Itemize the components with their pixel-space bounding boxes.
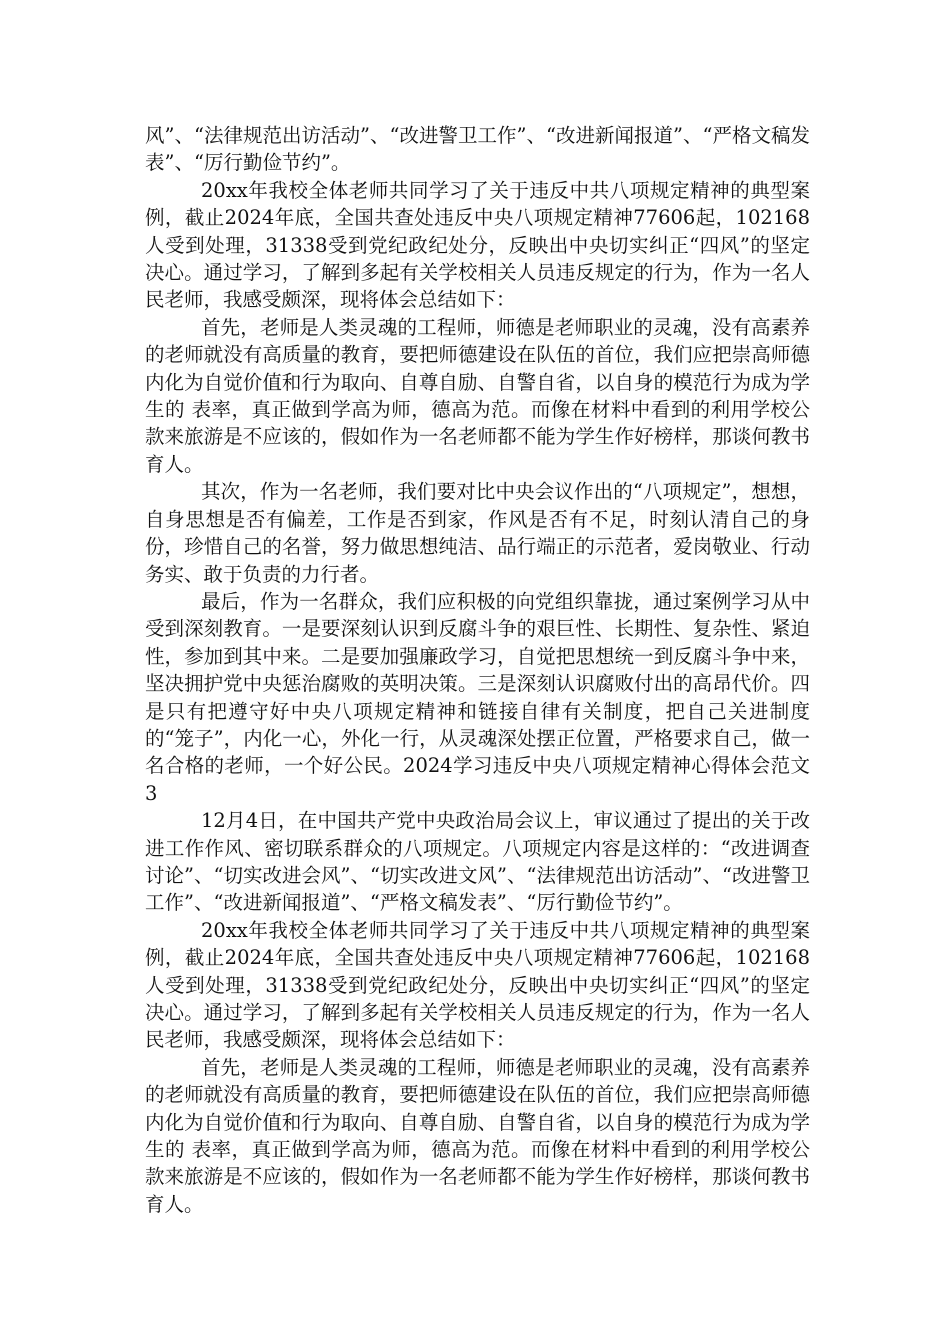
paragraph: 最后，作为一名群众，我们应积极的向党组织靠拢，通过案例学习从中受到深刻教育。一是要深刻认识到反腐斗争的艰巨性、长期性、复杂性、紧迫性，参加到其中来。二是要加强廉政学习，自觉把思想统一到反腐斗争中来，坚决拥护党中央惩治腐败的英明决策。三是深刻认识腐败付出的高昂代价。四是只有把遵守好中央八项规定精神和链接自律有关制度，把自己关进制度的“笼子”，内化一心，外化一行，从灵魂深处摆正位置，严格要求自己，做一名合格的老师，一个好公民。2024学习违反中央八项规定精神心得体会范文3 (145, 589, 810, 805)
document-body (145, 122, 810, 1218)
paragraph: 风”、“法律规范出访活动”、“改进警卫工作”、“改进新闻报道”、“严格文稿发表”、“厉行勤俭节约”。 (145, 124, 810, 175)
paragraph: 首先，老师是人类灵魂的工程师，师德是老师职业的灵魂，没有高素养的老师就没有高质量的教育，要把师德建设在队伍的首位，我们应把崇高师德内化为自觉价值和行为取向、自尊自励、自警自省，以自身的模范行为成为学生的 表率，真正做到学高为师，德高为范。而像在材料中看到的利用学校公款来旅游是不应该的，假如作为一名老师都不能为学生作好榜样，那谈何教书育人。 (145, 1055, 810, 1216)
paragraph: 其次，作为一名老师，我们要对比中央会议作出的“八项规定”，想想，自身思想是否有偏差，工作是否到家，作风是否有不足，时刻认清自己的身份，珍惜自己的名誉，努力做思想纯洁、品行端正的示范者，爱岗敬业、行动务实、敢于负责的力行者。 (145, 480, 810, 586)
paragraph: 20xx年我校全体老师共同学习了关于违反中共八项规定精神的典型案例，截止2024年底，全国共查处违反中央八项规定精神77606起，102168人受到处理，31338受到党纪政纪处分，反映出中央切实纠正“四风”的坚定决心。通过学习，了解到多起有关学校相关人员违反规定的行为，作为一名人民老师，我感受颇深，现将体会总结如下： (145, 918, 810, 1052)
paragraph: 首先，老师是人类灵魂的工程师，师德是老师职业的灵魂，没有高素养的老师就没有高质量的教育，要把师德建设在队伍的首位，我们应把崇高师德内化为自觉价值和行为取向、自尊自励、自警自省，以自身的模范行为成为学生的 表率，真正做到学高为师，德高为范。而像在材料中看到的利用学校公款来旅游是不应该的，假如作为一名老师都不能为学生作好榜样，那谈何教书育人。 (145, 315, 810, 476)
paragraph: 12月4日，在中国共产党中央政治局会议上，审议通过了提出的关于改进工作作风、密切联系群众的八项规定。八项规定内容是这样的：“改进调查讨论”、“切实改进会风”、“切实改进文风”、“法律规范出访活动”、“改进警卫工作”、“改进新闻报道”、“严格文稿发表”、“厉行勤俭节约”。 (145, 809, 810, 915)
paragraph: 20xx年我校全体老师共同学习了关于违反中共八项规定精神的典型案例，截止2024年底，全国共查处违反中央八项规定精神77606起，102168人受到处理，31338受到党纪政纪处分，反映出中央切实纠正“四风”的坚定决心。通过学习，了解到多起有关学校相关人员违反规定的行为，作为一名人民老师，我感受颇深，现将体会总结如下： (145, 178, 810, 312)
